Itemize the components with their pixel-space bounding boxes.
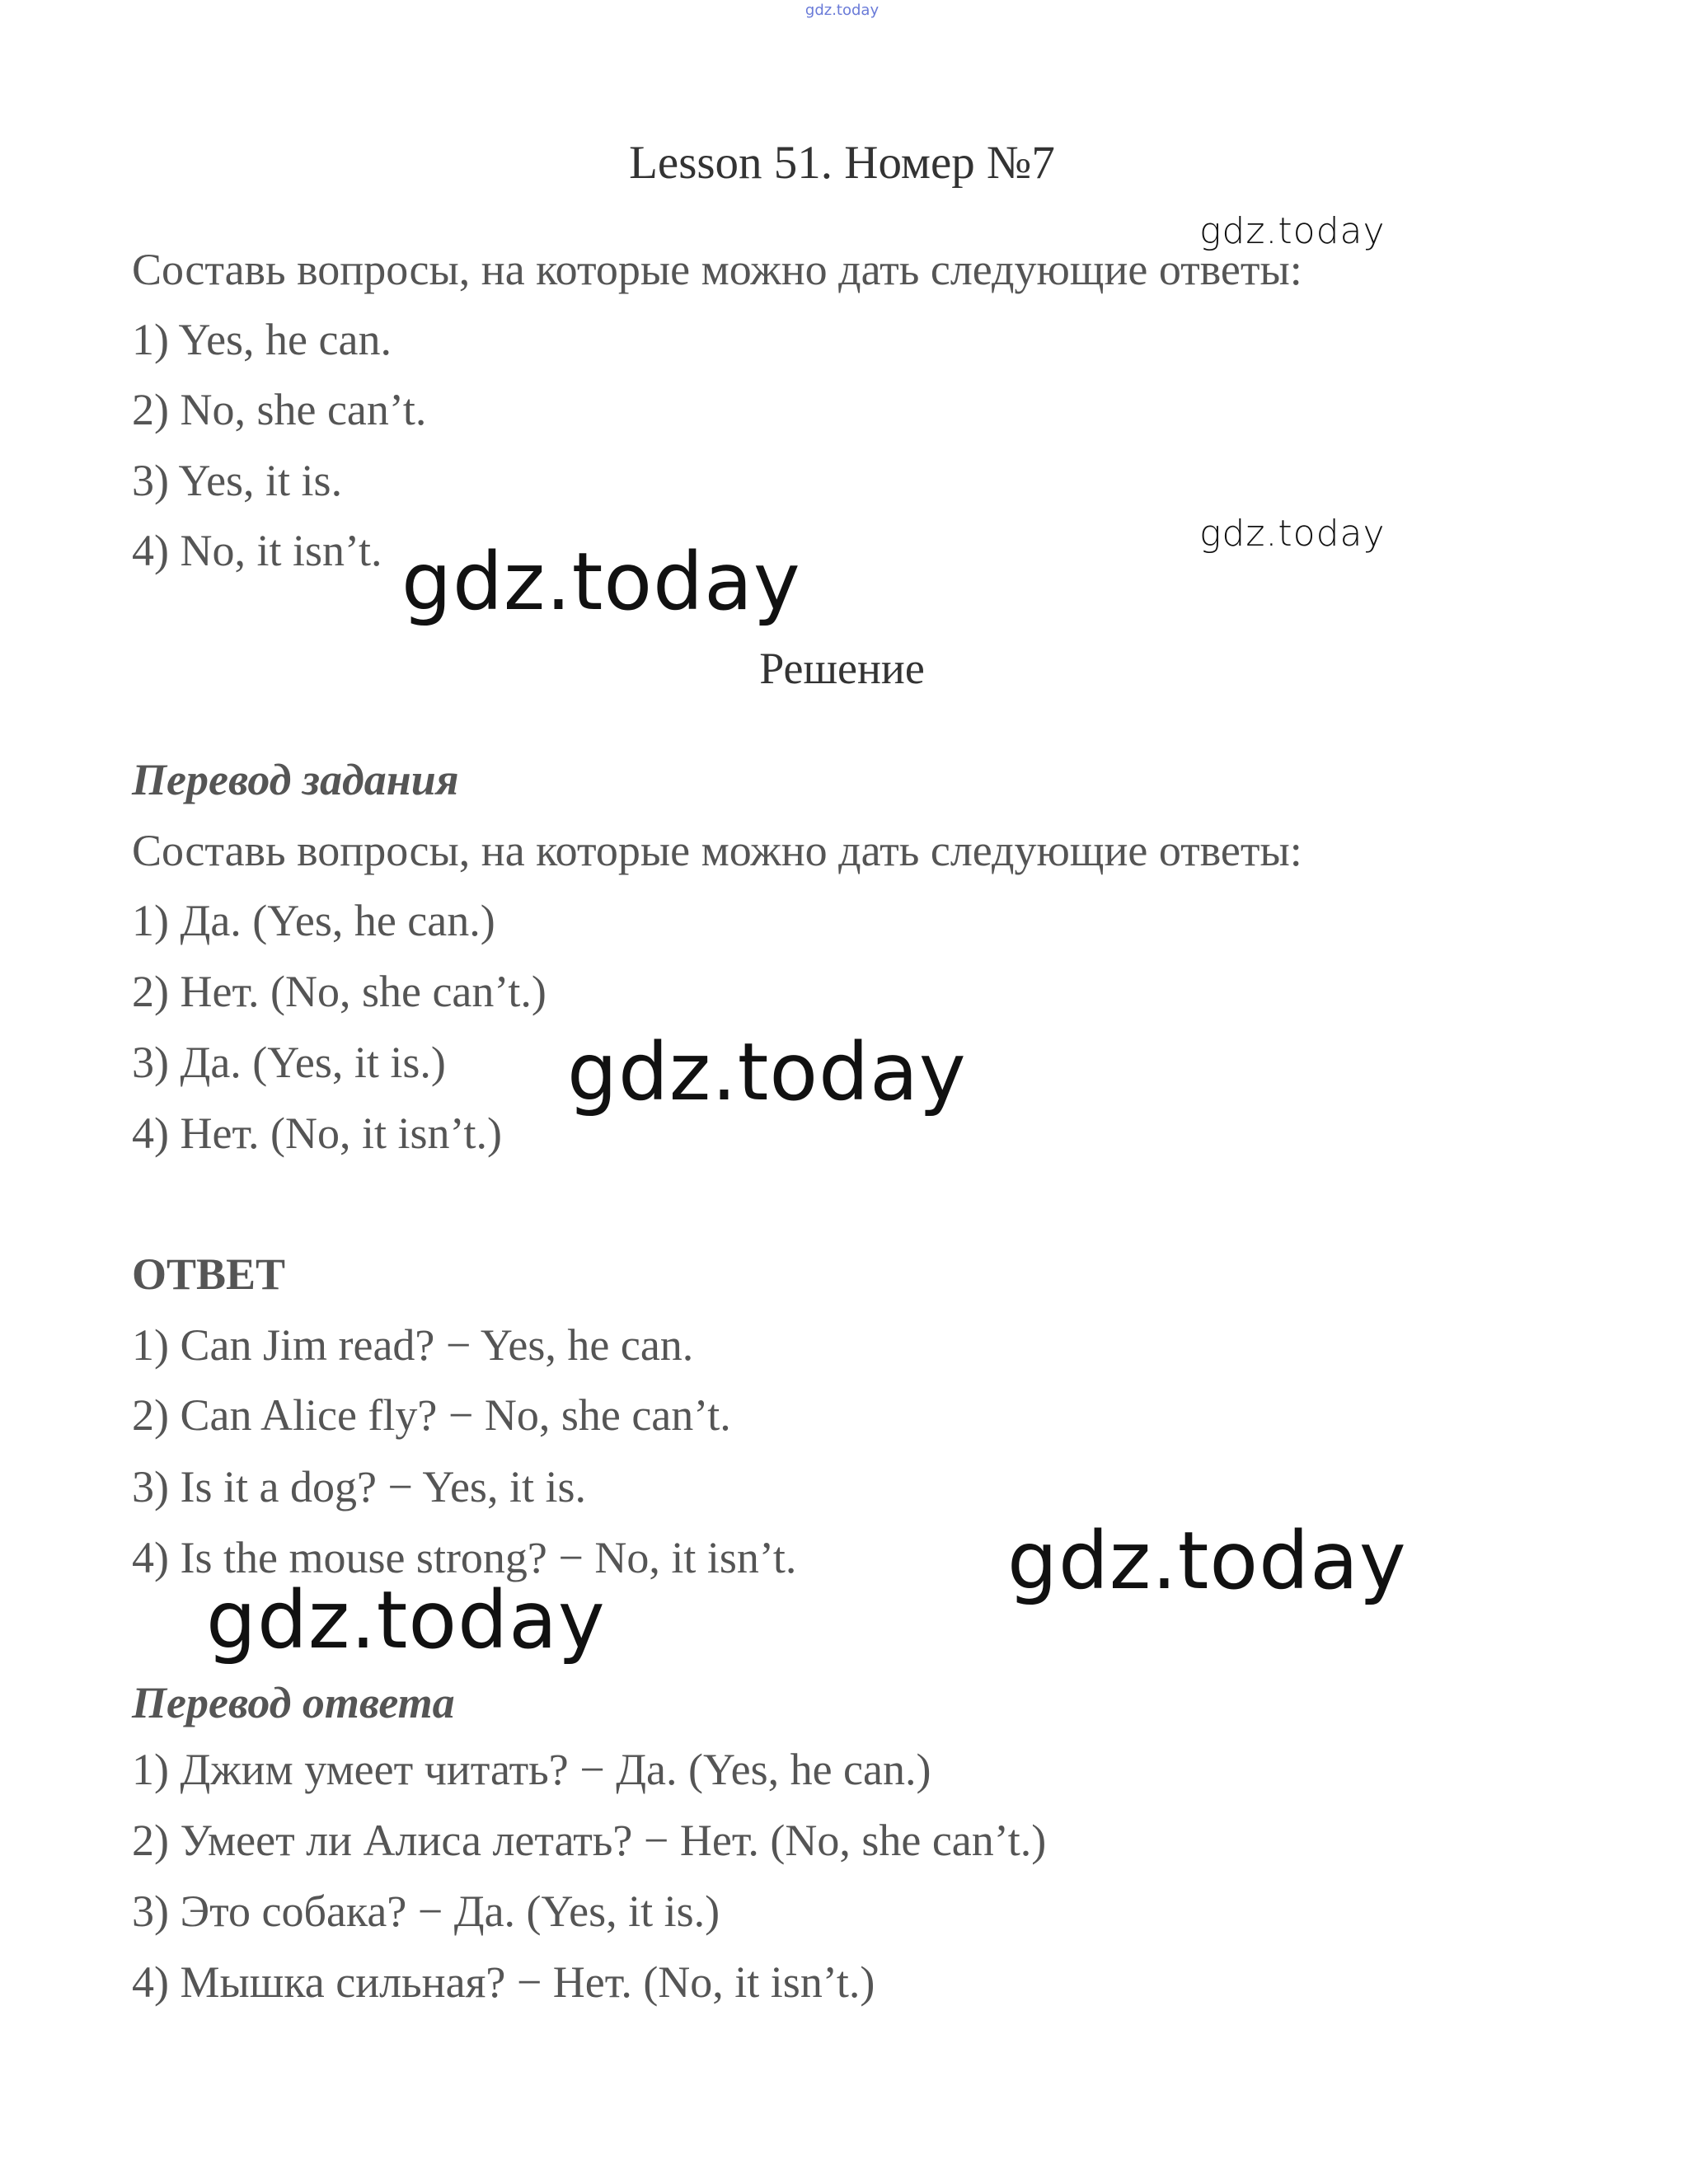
translation-item-3: 3) Да. (Yes, it is.) xyxy=(132,1038,446,1087)
answer-heading: ОТВЕТ xyxy=(132,1249,286,1299)
answer-translation-item-2: 2) Умеет ли Алиса летать? − Нет. (No, she can’t.) xyxy=(132,1816,1047,1865)
answer-item-1: 1) Can Jim read? − Yes, he can. xyxy=(132,1320,694,1370)
answer-item-3: 3) Is it a dog? − Yes, it is. xyxy=(132,1462,586,1511)
translation-item-1: 1) Да. (Yes, he can.) xyxy=(132,896,495,945)
translation-item-2: 2) Нет. (No, she can’t.) xyxy=(132,967,546,1016)
translation-item-4: 4) Нет. (No, it isn’t.) xyxy=(132,1108,502,1158)
watermark-text: gdz.today xyxy=(401,536,801,628)
watermark-text: gdz.today xyxy=(1199,513,1386,555)
top-watermark: gdz.today xyxy=(804,2,880,19)
task-item-4: 4) No, it isn’t. xyxy=(132,526,382,575)
translation-prompt: Составь вопросы, на которые можно дать следующие ответы: xyxy=(132,826,1302,875)
watermark-text: gdz.today xyxy=(1199,210,1386,252)
task-item-2: 2) No, she can’t. xyxy=(132,385,427,434)
answer-translation-item-1: 1) Джим умеет читать? − Да. (Yes, he can.) xyxy=(132,1745,931,1794)
answer-item-4: 4) Is the mouse strong? − No, it isn’t. xyxy=(132,1533,797,1582)
task-item-1: 1) Yes, he can. xyxy=(132,315,392,364)
task-item-3: 3) Yes, it is. xyxy=(132,456,343,505)
page-title: Lesson 51. Номер №7 xyxy=(629,137,1055,189)
watermark-text: gdz.today xyxy=(567,1026,967,1118)
watermark-text: gdz.today xyxy=(1007,1515,1407,1607)
answer-translation-heading: Перевод ответа xyxy=(132,1678,455,1727)
answer-translation-item-3: 3) Это собака? − Да. (Yes, it is.) xyxy=(132,1886,720,1936)
answer-item-2: 2) Can Alice fly? − No, she can’t. xyxy=(132,1390,731,1440)
solution-heading: Решение xyxy=(759,644,925,693)
task-prompt: Составь вопросы, на которые можно дать следующие ответы: xyxy=(132,245,1302,294)
watermark-text: gdz.today xyxy=(206,1574,606,1666)
answer-translation-item-4: 4) Мышка сильная? − Нет. (No, it isn’t.) xyxy=(132,1957,875,2007)
translation-heading: Перевод задания xyxy=(132,755,459,804)
